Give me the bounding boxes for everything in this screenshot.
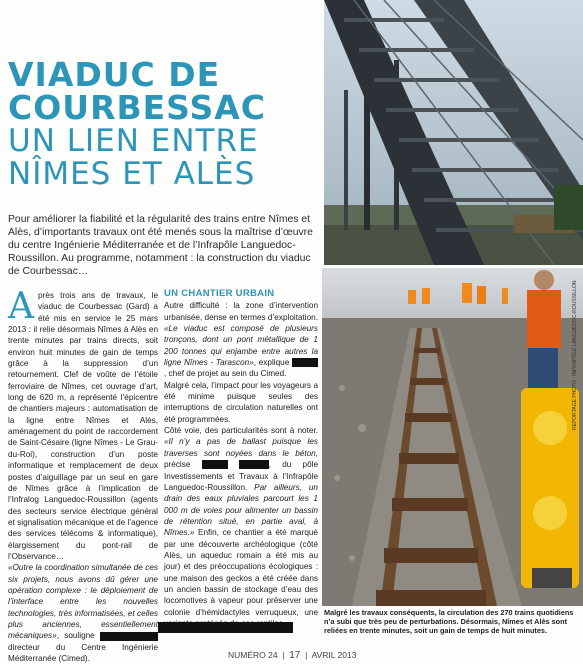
track-image xyxy=(322,268,583,606)
subheading: UN CHANTIER URBAIN xyxy=(164,288,275,299)
page-number: 17 xyxy=(289,650,301,661)
quote-ballast-role: , du pôle Investissements et Travaux à l’Infrapôle Languedoc-Roussillon. xyxy=(164,460,318,492)
headline xyxy=(8,55,323,192)
quote-ballast: «Il n’y a pas de ballast puisque les traverses sont noyées dans le béton, xyxy=(164,437,318,458)
quote-drain: Par ailleurs, un drain des eaux pluviales parcourt les 1 000 m de voies pour alimenter un bassin de rétention situé, en partie aval, à Nîmes.» xyxy=(164,482,318,538)
headline-line-2: COURBESSAC xyxy=(8,88,266,127)
quote-viaduct-role: , chef de projet au sein du Cimed. xyxy=(164,369,287,379)
col2-paragraph-2: Malgré cela, l’impact pour les voyageurs a été minime puisque seules des interruptions de circulation naturelles ont été programmées. xyxy=(164,380,318,424)
article-column-1 xyxy=(8,286,158,664)
quote-viaduct: «Le viaduc est composé de plusieurs tronçons, dont un pont métallique de 1 200 tonnes qui enjambe entre autres la ligne Nîmes - Tarascon» xyxy=(164,324,318,368)
redacted-block xyxy=(158,622,293,633)
track-photo xyxy=(322,268,583,606)
redacted-name xyxy=(292,358,318,367)
headline-line-3: UN LIEN ENTRE xyxy=(8,123,259,159)
quote-ballast-attr: précise xyxy=(164,460,191,470)
photo-caption: Malgré les travaux conséquents, la circulation des 270 trains quotidiens n’a subi que très peu de perturbations. Désormais, Nîmes et Alès sont reliées en trente minutes, soit un gain de temps de huit minutes. xyxy=(324,608,574,636)
issue-date: AVRIL 2013 xyxy=(311,650,357,660)
column-1-paragraph: près trois ans de travaux, le viaduc de Courbessac (Gard) a été mis en service le 25 mars 2013 : il relie désormais Nîmes à Alès en trente minutes par trains directs, soit environ huit minutes de gain de temps grâce à la suppression d’un retournement. Clef de voûte de l’étoile ferroviaire de Nîmes, cet ouvrage d’art, long de 620 m, a représenté l’épicentre de chantiers majeurs : automatisation de la ligne entre Nîmes et Alès, aménagement du point de raccordement de Saint-Césaire (ligne Nîmes - Le Grau-du-Roi), construction d’un poste informatique et remplacement de deux postes d’aiguillage par un seul en gare de Nîmes grâce à l’implication de l’Infralog Languedoc-Roussillon (agents des secteurs service électrique général et signalisation mécanique et de l’agence des services télécoms & informatique), élargissement du pont-rail de l’Observance… xyxy=(8,291,158,561)
redacted-name xyxy=(239,460,269,469)
redacted-name xyxy=(202,460,228,469)
drop-cap: A xyxy=(8,286,34,327)
col2-paragraph-4: Enfin, ce chantier a été marqué par une découverte archéologique (côté Alès, un aqueduc romain a été mis au jour) et des préoccupations écologiques : une maison des geckos a été créée dans un ancien bassin de stockage d’eau des locomotives à vapeur pour préserver une colonie d’hémidactyles verruqueux, une xyxy=(164,528,318,617)
quote-attribution-role: directeur du Centre Ingénierie Méditerranée (Cimed). xyxy=(8,642,158,663)
col2-paragraph-1: Autre difficulté : la zone d’intervention urbanisée, dense en termes d’exploitation. xyxy=(164,301,318,322)
redacted-name xyxy=(100,632,158,641)
quote-director: «Outre la coordination simultanée de ces six projets, nous avons dû gérer une opération complexe : le déploiement de l’interface entre les nouvelles technologies, très informatisées, et celles plus anciennes, essentiellement mécaniques» xyxy=(8,563,158,641)
quote-attribution: , souligne xyxy=(56,631,95,641)
page-footer: NUMÉRO 24 | 17 | AVRIL 2013 xyxy=(228,650,357,661)
quote-viaduct-attr: , explique xyxy=(253,358,290,368)
article-column-2 xyxy=(164,288,318,629)
col2-paragraph-3: Côté voie, des particularités sont à noter. xyxy=(164,426,318,436)
headline-line-1: VIADUC DE xyxy=(8,55,221,94)
headline-line-4: NÎMES ET ALÈS xyxy=(8,156,256,192)
photo-credit: REPORTAGE PHOTO : INFRAPÔLE LANGUEDOC-ROUSSILLON xyxy=(572,280,578,430)
viaduct-image xyxy=(324,0,583,265)
viaduct-photo xyxy=(324,0,583,265)
intro-paragraph: Pour améliorer la fiabilité et la régularité des trains entre Nîmes et Alès, d’importants travaux ont été menés sous la maîtrise d’œuvre du centre Ingénierie Méditerranée et de l’Infrapôle Languedoc-Roussillon. Au programme, notamment : la construction du viaduc de Courbessac… xyxy=(8,214,313,277)
issue-number: NUMÉRO 24 xyxy=(228,650,278,660)
